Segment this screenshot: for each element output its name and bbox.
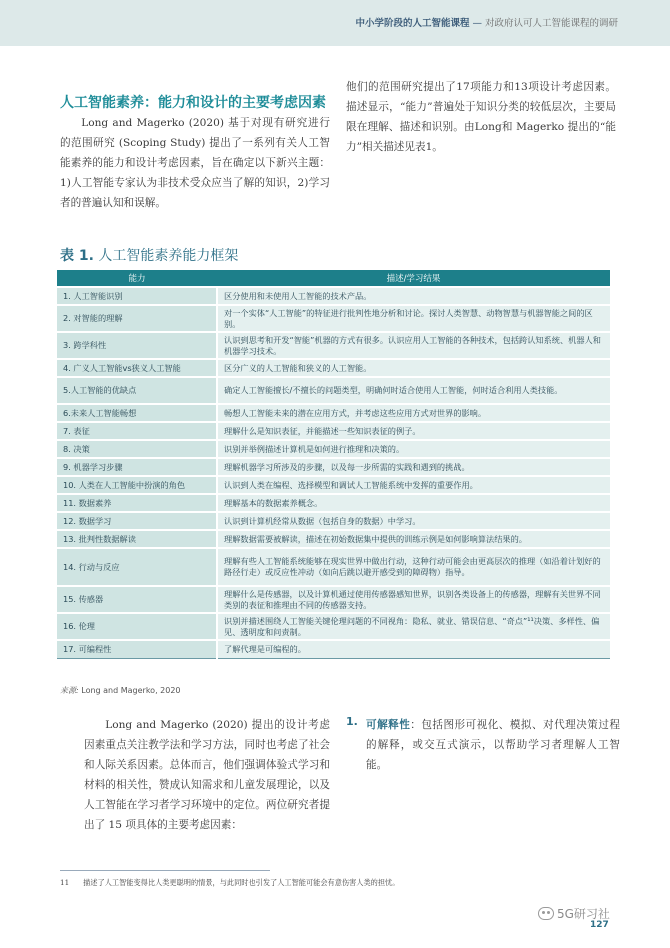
source-text: Long and Magerko, 2020 [78,686,181,695]
watermark-text: 5G研习社 [557,907,610,921]
table-row [57,458,610,476]
description-cell: 对一个实体“人工智能”的特征进行批判性地分析和讨论。探讨人类智慧、动物智慧与机器智能之间的区别。 [217,305,610,332]
footnote-divider [60,870,270,871]
description-cell: 识别并举例描述计算机是如何进行推理和决策的。 [217,440,610,458]
capability-cell: 4. 广义人工智能vs狭义人工智能 [57,359,217,377]
competency-table [57,270,610,659]
description-cell: 理解数据需要被解读，描述在初始数据集中提供的训练示例是如何影响算法结果的。 [217,530,610,548]
capability-cell: 10. 人类在人工智能中扮演的角色 [57,476,217,494]
capability-cell: 11. 数据素养 [57,494,217,512]
table-row [57,404,610,422]
description-cell: 了解代理是可编程的。 [217,640,610,658]
table-row [57,287,610,305]
intro-paragraph-left: Long and Magerko (2020) 基于对现有研究进行的范围研究 (Scoping Study) 提出了一系列有关人工智能素养的能力和设计考虑因素，旨在确定以下新兴主题：1)人工智能专家认为非技术受众应当了解的知识，2)学习者的普遍认知和误解。 [60,117,330,209]
table-row [57,640,610,658]
table-row [57,548,610,586]
list-item [366,715,620,775]
capability-cell: 2. 对智能的理解 [57,305,217,332]
list-item-number: 1. [346,715,358,728]
table-title-number: 表 1. [60,248,94,264]
wechat-icon [538,907,554,920]
description-cell: 理解基本的数据素养概念。 [217,494,610,512]
description-cell: 理解有些人工智能系统能够在现实世界中做出行动，这种行动可能会由更高层次的推理（如沿着计划好的路径行走）或反应性冲动（如向后跳以避开感受到的障碍物）指导。 [217,548,610,586]
table-source [60,685,181,696]
footnote-number: 11 [60,878,70,887]
footnote-text: 描述了人工智能变得比人类更聪明的情景，与此同时也引发了人工智能可能会有意伤害人类的担忧。 [83,878,400,887]
table-row [57,613,610,640]
table-row [57,422,610,440]
table-row [57,476,610,494]
description-cell: 区分使用和未使用人工智能的技术产品。 [217,287,610,305]
table-row [57,359,610,377]
running-header [355,15,618,29]
capability-cell: 1. 人工智能识别 [57,287,217,305]
table-row [57,440,610,458]
capability-cell: 8. 决策 [57,440,217,458]
capability-cell: 12. 数据学习 [57,512,217,530]
description-cell: 理解什么是传感器，以及计算机通过使用传感器感知世界，识别各类设备上的传感器，理解有关世界不同类别的表征和推理由不同的传感器支持。 [217,586,610,613]
table-row [57,494,610,512]
design-considerations-paragraph: Long and Magerko (2020) 提出的设计考虑因素重点关注教学法和学习方法，同时也考虑了社会和人际关系因素。总体而言，他们强调体验式学习和材料的相关性，赞成认知需求和儿童发展理论，以及人工智能在学习者学习环境中的定位。两位研究者提出了 15 项具体的主要考虑因素： [84,719,330,831]
capability-cell: 6.未来人工智能畅想 [57,404,217,422]
list-item-text: ：包括图形可视化、模拟、对代理决策过程的解释，或交互式演示，以帮助学习者理解人工智能。 [366,719,621,771]
description-cell: 畅想人工智能未来的潜在应用方式，并考虑这些应用方式对世界的影响。 [217,404,610,422]
description-cell: 识别并描述围绕人工智能关键伦理问题的不同视角：隐私、就业、错误信息、“奇点”¹¹决策、多样性、偏见、透明度和问责制。 [217,613,610,640]
description-cell: 确定人工智能擅长/不擅长的问题类型，明确何时适合使用人工智能，何时适合利用人类技能。 [217,377,610,404]
description-cell: 区分广义的人工智能和狭义的人工智能。 [217,359,610,377]
description-cell: 认识到人类在编程、选择模型和调试人工智能系统中发挥的重要作用。 [217,476,610,494]
source-label: 来源: [60,686,79,695]
capability-cell: 14. 行动与反应 [57,548,217,586]
table-title [60,245,238,265]
table-row [57,586,610,613]
header-separator: — [472,18,482,29]
table-row [57,530,610,548]
col-header-capability: 能力 [57,270,217,287]
col-header-description: 描述/学习结果 [217,270,610,287]
description-cell: 理解什么是知识表征，并能描述一些知识表征的例子。 [217,422,610,440]
capability-cell: 13. 批判性数据解读 [57,530,217,548]
section-title: 人工智能素养：能力和设计的主要考虑因素 [60,95,326,111]
table-title-text: 人工智能素养能力框架 [93,248,239,264]
capability-cell: 7. 表征 [57,422,217,440]
capability-cell: 5.人工智能的优缺点 [57,377,217,404]
capability-cell: 16. 伦理 [57,613,217,640]
description-cell: 理解机器学习所涉及的步骤，以及每一步所需的实践和遇到的挑战。 [217,458,610,476]
header-subtitle: 对政府认可人工智能课程的调研 [484,18,618,29]
table-row [57,377,610,404]
table-row [57,305,610,332]
list-item-term: 可解释性 [366,719,411,731]
footnote [60,878,399,888]
intro-paragraph-right: 他们的范围研究提出了17项能力和13项设计考虑因素。描述显示，“能力”普遍处于知识分类的较低层次，主要局限在理解、描述和识别。由Long和 Magerko 提出的“能力”相关描述见表1。 [346,81,616,153]
capability-cell: 9. 机器学习步骤 [57,458,217,476]
capability-cell: 3. 跨学科性 [57,332,217,359]
header-title: 中小学阶段的人工智能课程 [355,18,470,29]
table-header-row [57,270,610,287]
description-cell: 认识到思考和开发“智能”机器的方式有很多。认识应用人工智能的各种技术，包括跨认知系统、机器人和机器学习技术。 [217,332,610,359]
page-number: 127 [590,920,609,930]
capability-cell: 17. 可编程性 [57,640,217,658]
table-row [57,332,610,359]
description-cell: 认识到计算机经常从数据（包括自身的数据）中学习。 [217,512,610,530]
capability-cell: 15. 传感器 [57,586,217,613]
table-row [57,512,610,530]
